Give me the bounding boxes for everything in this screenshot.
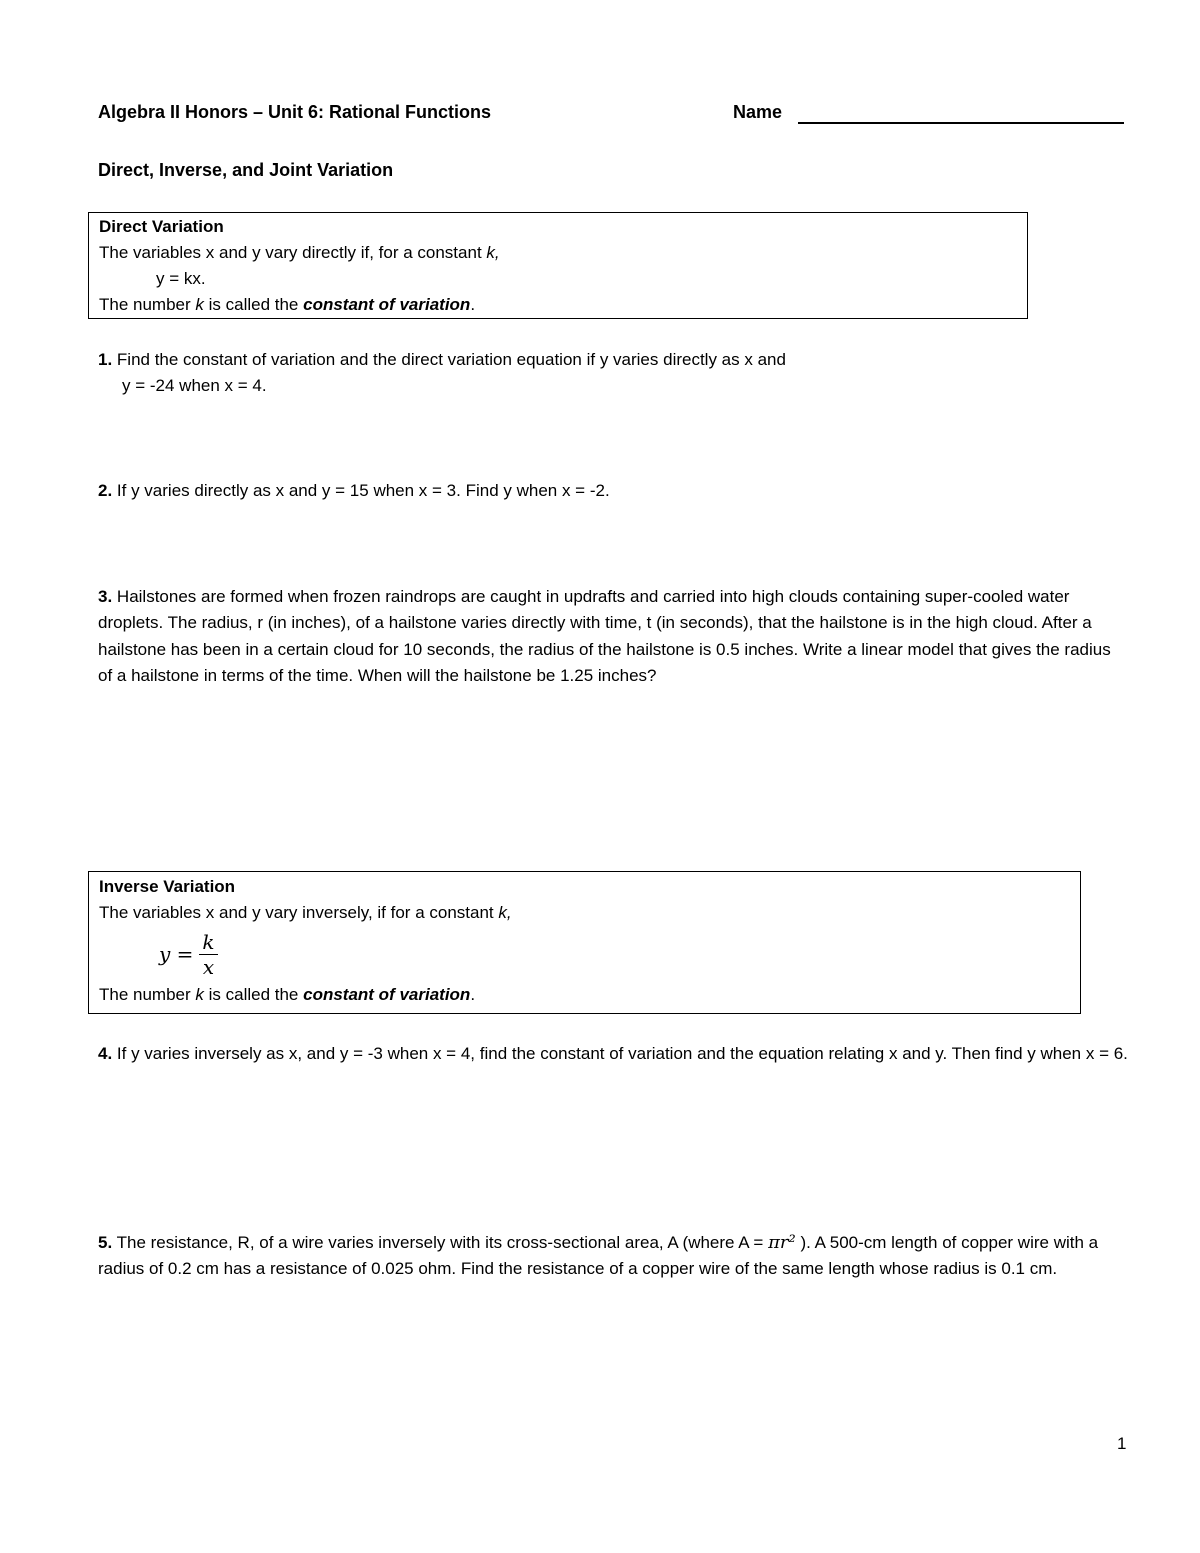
question-text: The resistance, R, of a wire varies inversely with its cross-sectional area, A (where A = — [112, 1233, 769, 1252]
definition-text: The variables x and y vary directly if, for a constant — [99, 243, 487, 262]
note-text: The number — [99, 295, 196, 314]
constant-k: k — [195, 985, 204, 1004]
note-text: is called the — [203, 295, 304, 314]
question-number: 5. — [98, 1233, 113, 1252]
question-3 — [98, 584, 1128, 689]
constant-k: k, — [486, 243, 500, 262]
worksheet-title: Algebra II Honors – Unit 6: Rational Functions — [98, 102, 492, 122]
direct-variation-box — [88, 212, 1028, 319]
question-number: 2. — [98, 481, 113, 500]
note-text: is called the — [203, 985, 304, 1004]
constant-of-variation-term: constant of variation — [303, 985, 471, 1004]
name-blank-line[interactable] — [798, 122, 1124, 124]
inverse-variation-equation — [99, 926, 512, 982]
direct-variation-constant-note — [99, 292, 500, 318]
question-5 — [98, 1230, 1128, 1283]
definition-text: The variables x and y vary inversely, if for a constant — [99, 903, 499, 922]
question-text: Hailstones are formed when frozen raindrops are caught in updrafts and carried into high clouds containing super-cooled water droplets. The radius, r (in inches), of a hailstone varies directly with time, t (in seconds), that the hailstone is in the high cloud. After a hailstone has been in a certain cloud for 10 seconds, the radius of the hailstone is 0.5 inches. Write a linear model that gives the radius of a hailstone in terms of the time. When will the hailstone be 1.25 inches? — [98, 587, 1111, 685]
worksheet-subtitle: Direct, Inverse, and Joint Variation — [98, 160, 394, 180]
constant-k: k, — [498, 903, 512, 922]
question-text: y = -24 when x = 4. — [122, 376, 267, 395]
inverse-variation-definition — [99, 900, 512, 926]
inverse-variation-constant-note — [99, 982, 512, 1008]
question-number: 4. — [98, 1044, 113, 1063]
question-4 — [98, 1041, 1128, 1067]
fraction — [199, 930, 217, 979]
inverse-variation-heading: Inverse Variation — [99, 877, 236, 896]
question-text: ). A 500-cm length of copper wire with a radius of 0.2 cm has a resistance of 0.025 ohm. Find the resistance of a copper wire of the same length whose radius is 0.1 cm. — [98, 1233, 1099, 1279]
constant-k: k — [195, 295, 204, 314]
direct-variation-heading: Direct Variation — [99, 217, 224, 236]
question-2 — [98, 478, 1118, 504]
constant-of-variation-term: constant of variation — [303, 295, 471, 314]
fraction-denominator: x — [202, 954, 215, 979]
inverse-variation-box — [88, 871, 1081, 1014]
direct-variation-equation: y = kx. — [156, 269, 206, 288]
question-text: If y varies directly as x and y = 15 when x = 3. Find y when x = -2. — [112, 481, 610, 500]
question-number: 3. — [98, 587, 113, 606]
equation-lhs: y = — [159, 942, 194, 966]
fraction-numerator: k — [199, 930, 217, 955]
note-text: The number — [99, 985, 196, 1004]
area-formula: πr² — [768, 1232, 796, 1253]
note-text: . — [470, 295, 476, 314]
note-text: . — [470, 985, 476, 1004]
direct-variation-definition — [99, 240, 500, 266]
name-label: Name — [733, 102, 783, 122]
page-number: 1 — [1117, 1434, 1127, 1453]
question-number: 1. — [98, 350, 113, 369]
question-text: If y varies inversely as x, and y = -3 when x = 4, find the constant of variation and the equation relating x and y. Then find y when x = 6. — [112, 1044, 1128, 1063]
question-text: Find the constant of variation and the direct variation equation if y varies directly as x and — [112, 350, 786, 369]
question-1 — [98, 347, 1118, 399]
